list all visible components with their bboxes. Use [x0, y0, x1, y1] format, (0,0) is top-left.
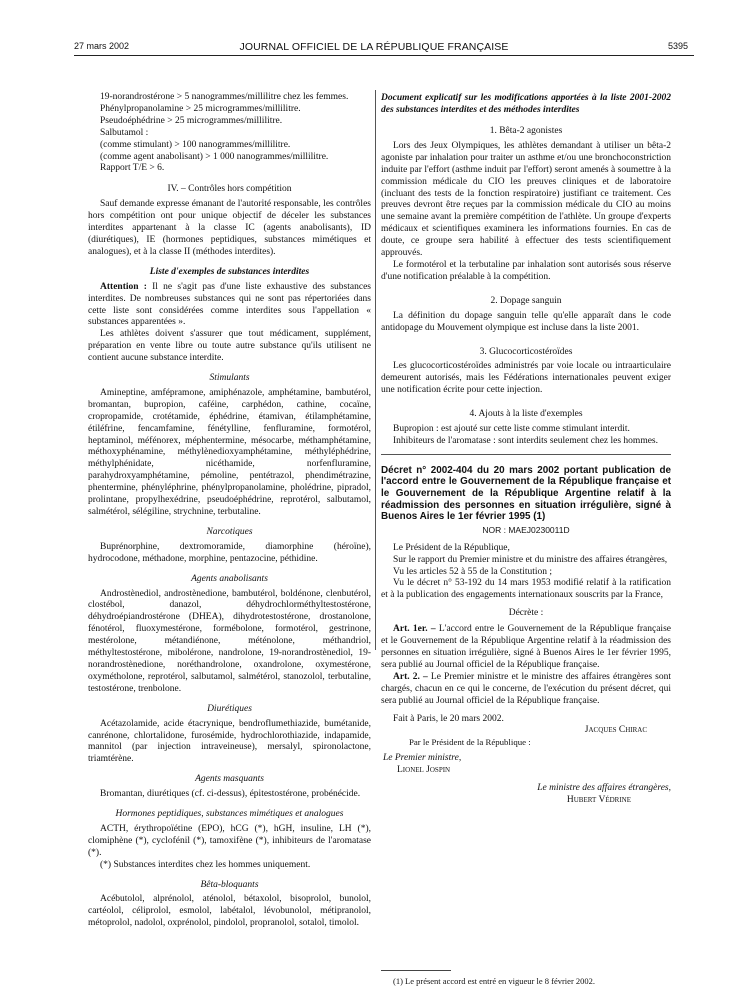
s2-paragraph: La définition du dopage sanguin telle qu'elle apparaît dans le code antidopage du Mouvement olympique est incluse dans la liste 2001. — [381, 310, 671, 333]
threshold-line: Pseudoéphédrine > 25 microgrammes/millilitre. — [100, 115, 283, 126]
right-column — [381, 93, 671, 807]
athletes-paragraph: Les athlètes doivent s'assurer que tout médicament, supplément, préparation en vente libre ou toute autre substance qu'ils utilisent ne contient aucune substance interdite. — [88, 329, 371, 364]
nor-reference: NOR : MAEJ0230011D — [482, 524, 570, 535]
attention-label: Attention : — [100, 281, 147, 292]
article-1-label: Art. 1er. – — [393, 624, 436, 635]
masquants-list: Bromantan, diurétiques (cf. ci-dessus), épitestostérone, probénécide. — [100, 789, 361, 800]
signature-president: Jacques Chirac — [584, 725, 647, 736]
s1-paragraph-2: Le formotérol et la terbutaline par inhalation sont autorisés sous réserve d'une notification préalable à la compétition. — [381, 259, 671, 282]
anabolisants-list: Androstènediol, androstènedione, bambutérol, boldénone, clenbutérol, clostébol, danazol, déhydrochlorméthyltestostérone, déhydroépiandrostérone (DHEA), dihydrotestostérone, drostanolone, fénotérol, fluoxymestérone, formébolone, formotérol, gestrinone, mestérolone, métandiénone, méténolone, méthandriol, méthyltestostérone, mibolérone, nandrolone, 19-norandrostènediol, 19-norandrostènedione, noréthandrolone, oxandrolone, oxymestérone, oxymétholone, reprotérol, salbutamol, salmétérol, stanozolol, terbutaline, testostérone, trenbolone. — [88, 588, 371, 694]
s1-title — [381, 126, 671, 138]
footnote-rule — [381, 970, 451, 971]
article-2 — [381, 672, 671, 708]
document-explicatif-title: Document explicatif sur les modifications apportées à la liste 2001-2002 des substances interdites et des méthodes interdites — [381, 93, 671, 115]
column-separator — [375, 90, 376, 650]
page-number: 5395 — [667, 41, 688, 51]
article-2-text: Le Premier ministre et le ministre des affaires étrangères sont chargés, chacun en ce qui le concerne, de l'exécution du présent décret, qui sera publié au Journal officiel de la République française. — [381, 671, 671, 706]
section-iv-text: Sauf demande expresse émanant de l'autorité responsable, les contrôles hors compétition ont pour unique objectif de déceler les substances interdites appartenant à la classe IC (agents anabolisants), ID (diurétiques), IE (hormones peptidiques, substances mimétiques et analogues), et à la classe II (méthodes interdites). — [88, 199, 371, 257]
decret-separator — [381, 454, 671, 455]
hormones-note: (*) Substances interdites chez les hommes uniquement. — [100, 859, 311, 870]
threshold-line: 19-norandrostérone > 5 nanogrammes/millilitre chez les femmes. — [100, 92, 349, 102]
president-line: Le Président de la République, — [393, 542, 510, 553]
s1-title-text: 1. Bêta-2 agonistes — [489, 126, 563, 136]
s4-title: 4. Ajouts à la liste d'exemples — [469, 409, 583, 420]
threshold-line: Salbutamol : — [100, 127, 149, 138]
par-le-president: Par le Président de la République : — [409, 737, 531, 748]
s4-paragraph-2: Inhibiteurs de l'aromatase : sont interdits seulement chez les hommes. — [393, 435, 659, 446]
narcotiques-list: Buprénorphine, dextromoramide, diamorphine (héroïne), hydrocodone, méthadone, morphine, pentazocine, péthidine. — [88, 541, 371, 564]
section-iv-title: IV. – Contrôles hors compétition — [167, 184, 292, 195]
narcotiques-title: Narcotiques — [206, 526, 253, 537]
anabolisants-title: Agents anabolisants — [191, 573, 268, 584]
diuretiques-list: Acétazolamide, acide étacrynique, bendroflumethiazide, bumétanide, canrénone, chlortalidone, furosémide, hydrochlorothiazide, indapamide, mannitol (par injection intraveineuse), mersalyl, spironolactone, triamtérène. — [88, 718, 371, 765]
s2-title: 2. Dopage sanguin — [490, 295, 562, 306]
article-1 — [381, 624, 671, 672]
masquants-title: Agents masquants — [195, 774, 264, 785]
footnote: (1) Le présent accord est entré en vigueur le 8 février 2002. — [393, 976, 596, 986]
page-header — [0, 0, 748, 56]
hormones-title: Hormones peptidiques, substances mimétiques et analogues — [115, 809, 344, 820]
s3-paragraph: Les glucocorticostéroïdes administrés par voie locale ou intraarticulaire demeurent autorisés, mais les Fédérations internationales peuvent exiger une notification écrite pour cette injection. — [381, 361, 671, 396]
header-date: 27 mars 2002 — [74, 41, 130, 51]
article-1-text: L'accord entre le Gouvernement de la République française et le Gouvernement de la République Argentine relatif à la réadmission des personnes en situation irrégulière, signé à Buenos Aires le 1er février 1995, sera publié au Journal officiel de la République française. — [381, 624, 671, 670]
diuretiques-title: Diurétiques — [207, 703, 252, 714]
decret-title: Décret n° 2002-404 du 20 mars 2002 portant publication de l'accord entre le Gouvernement de la République française et le Gouvernement de la République Argentine relatif à la réadmission des personnes en situation irrégulière, signé à Buenos Aires le 1er février 1995 (1) — [381, 464, 671, 523]
journal-title: JOURNAL OFFICIEL DE LA RÉPUBLIQUE FRANÇAISE — [239, 41, 509, 53]
hormones-list: ACTH, érythropoïétine (EPO), hCG (*), hGH, insuline, LH (*), clomiphène (*), cyclofénil (*), tamoxifène (*), inhibiteurs de l'aromatase (*). — [88, 823, 371, 858]
beta-bloquants-list: Acébutolol, alprénolol, aténolol, bétaxolol, bisoprolol, bunolol, cartéolol, céliprolol, esmolol, labétalol, lévobunolol, métipranolol, métoprolol, nadolol, oxprénolol, pindolol, propranolol, sotalol, timolol. — [88, 894, 371, 929]
vu-decret: Vu le décret n° 53-192 du 14 mars 1953 modifié relatif à la ratification et à la publication des engagements internationaux souscrits par la France, — [381, 578, 671, 601]
premier-ministre-title: Le Premier ministre, — [383, 753, 462, 764]
vu-constitution: Vu les articles 52 à 55 de la Constitution ; — [393, 566, 553, 577]
stimulants-title: Stimulants — [209, 373, 250, 384]
threshold-line: Rapport T/E > 6. — [100, 163, 165, 174]
article-2-label: Art. 2. – — [393, 671, 428, 682]
decrete-line: Décrète : — [508, 608, 544, 619]
threshold-line: (comme agent anabolisant) > 1 000 nanogrammes/millilitre. — [100, 151, 329, 162]
s3-title: 3. Glucocorticostéroïdes — [479, 346, 573, 357]
attention-paragraph — [88, 282, 371, 330]
fait-line: Fait à Paris, le 20 mars 2002. — [393, 713, 504, 724]
premier-ministre-name: Lionel Jospin — [397, 765, 451, 776]
left-column — [88, 92, 371, 930]
s1-paragraph-1: Lors des Jeux Olympiques, les athlètes demandant à utiliser un bêta-2 agoniste par inhalation pour traiter un asthme et/ou une bronchoconstriction induite par l'effort (asthme induit par l'effort) seront amenés à soumettre à la commission médicale du CIO les preuves cliniques et de laboratoire (incluant des tests de la fonction respiratoire) justifiant ce traitement. Ces preuves devront être reçues par la commission médicale du CIO au moins une semaine avant la première compétition de l'athlète. Un groupe d'experts médicaux et scientifiques examinera les informations fournies. En cas de doute, ce groupe sera habilité à effectuer des tests scientifiquement approuvés. — [381, 140, 671, 259]
threshold-line: Phénylpropanolamine > 25 microgrammes/millilitre. — [100, 103, 301, 114]
header-rule — [74, 55, 694, 56]
rapport-line: Sur le rapport du Premier ministre et du ministre des affaires étrangères, — [393, 554, 668, 565]
liste-title: Liste d'exemples de substances interdites — [149, 266, 310, 277]
beta-bloquants-title: Bêta-bloquants — [200, 879, 259, 890]
ministre-affaires-etrangeres-title: Le ministre des affaires étrangères, — [537, 783, 671, 794]
attention-text: Il ne s'agit pas d'une liste exhaustive des substances interdites. De nombreuses substances qui ne sont pas répertoriées dans cette liste sont considérées comme interdites sous l'appellation « substances apparentées ». — [88, 281, 371, 328]
ministre-affaires-etrangeres-name: Hubert Védrine — [566, 794, 631, 805]
s4-paragraph-1: Bupropion : est ajouté sur cette liste comme stimulant interdit. — [393, 424, 630, 435]
threshold-line: (comme stimulant) > 100 nanogrammes/millilitre. — [100, 139, 291, 150]
stimulants-list: Amineptine, amfépramone, amiphénazole, amphétamine, bambutérol, bromantan, bupropion, caféine, carphédon, cathine, cocaïne, cropropamide, crotétamide, éphédrine, étamivan, étilamphétamine, étiléfrine, fencamfamine, fénétylline, fenfluramine, formotérol, heptaminol, méfénorex, méphentermine, mésocarbe, méthamphétamine, méthoxyphénamine, méthylènedioxyamphétamine, méthyléphédrine, méthylphénidate, nicéthamide, norfenfluramine, parahydroxyamphétamine, pémoline, pentétrazol, phendimétrazine, phentermine, phényléphrine, phénylpropanolamine, pholédrine, pipradol, prolintane, propylhexédrine, pseudoéphédrine, reprotérol, salbutamol, salmétérol, sélégiline, strychnine, terbutaline. — [88, 387, 371, 517]
